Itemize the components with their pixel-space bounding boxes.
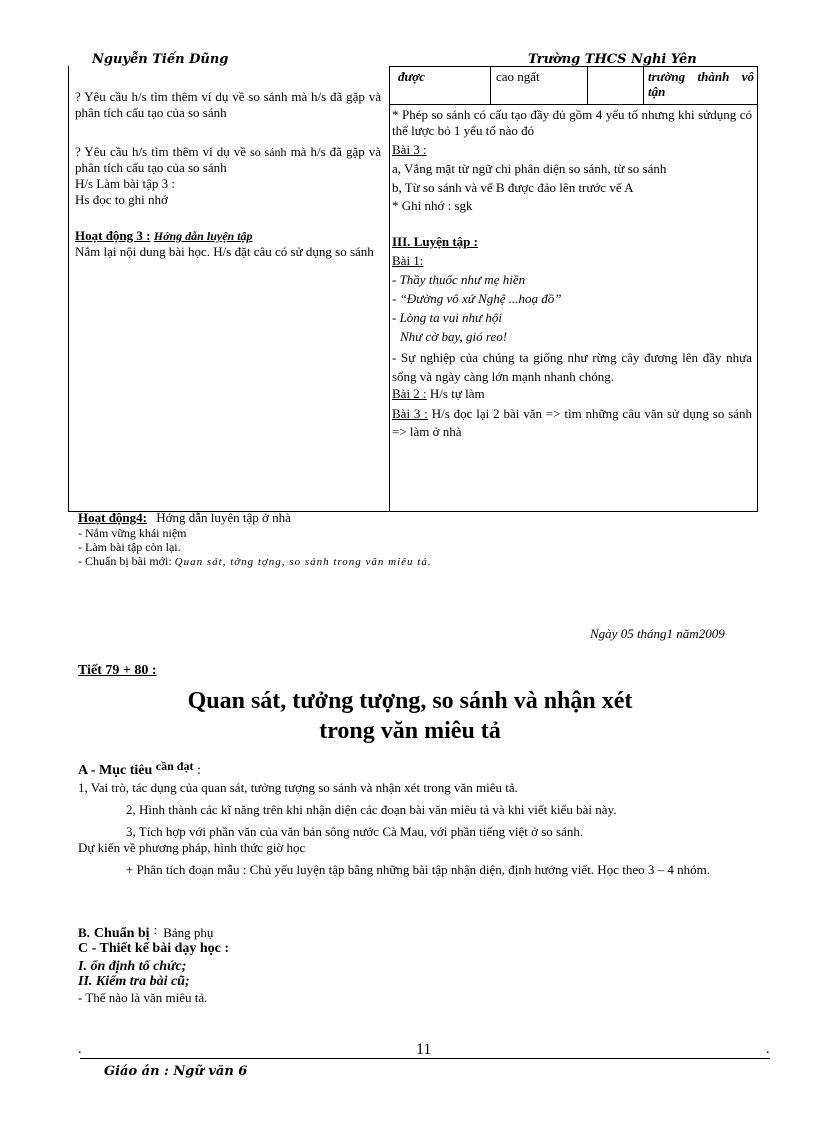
right-column bbox=[392, 107, 752, 441]
section-a-heading-b: cần đạt bbox=[155, 759, 194, 773]
act4-l3 bbox=[78, 554, 778, 569]
table-left-border bbox=[68, 66, 69, 512]
section-b-heading: Chuẩn bị bbox=[93, 926, 150, 941]
act4-l3b: Quan sát, tởng tợng, so sánh trong văn miêu tả. bbox=[174, 556, 432, 568]
section-b-colon: : bbox=[153, 922, 158, 937]
inner-cell-2: cao ngất bbox=[496, 69, 540, 84]
right-r6: III. Luyện tập : bbox=[392, 234, 478, 249]
section-b-value: Bảng phụ bbox=[163, 925, 214, 940]
subsection-2: II. Kiểm tra bài cũ; bbox=[78, 974, 190, 989]
table-right-border bbox=[757, 66, 758, 512]
lesson-number: Tiết 79 + 80 : bbox=[78, 663, 157, 678]
header-school: Trường THCS Nghi Yên bbox=[528, 52, 697, 67]
date-line: Ngày 05 tháng1 năm2009 bbox=[590, 626, 725, 641]
left-p2 bbox=[75, 144, 381, 176]
left-p4: Hs đọc to ghi nhớ bbox=[75, 192, 168, 207]
inner-table-bottom bbox=[389, 104, 757, 105]
act4-l1: - Nắm vững khái niệm bbox=[78, 526, 187, 540]
section-a-i1: 1, Vai trò, tác dụng của quan sát, tưởng tượng so sánh và nhận xét trong văn miêu tả. bbox=[78, 780, 518, 795]
act3-label: Hoạt động 3 : bbox=[75, 228, 151, 243]
section-b bbox=[78, 922, 213, 942]
act4-label: Hoạt động4: bbox=[78, 510, 147, 525]
act4-l2: - Làm bài tập còn lại. bbox=[78, 540, 181, 554]
left-p2c: mà h/s đã gặp và phân tích cấu tạo của so sánh bbox=[75, 144, 382, 175]
left-p1: ? Yêu cầu h/s tìm thêm ví dụ về so sánh mà h/s đã gặp và phân tích cấu tạo của so sánh bbox=[75, 89, 381, 120]
right-r2: Bài 3 : bbox=[392, 142, 427, 157]
subsection-1: I. ổn định tổ chức; bbox=[78, 959, 187, 974]
right-r10: - Lòng ta vui như hội bbox=[392, 310, 503, 325]
right-r12: - Sự nghiệp của chúng ta giống như rừng cây đương lên đầy nhựa sống và ngày càng lớn mạnh nhanh chóng. bbox=[392, 350, 752, 384]
act3-title: Hớng dẫn luyện tập bbox=[153, 229, 253, 243]
header-author: Nguyễn Tiến Dũng bbox=[92, 52, 229, 67]
left-p2b: so sánh bbox=[250, 145, 287, 159]
subsection-3: - Thế nào là văn miêu tả. bbox=[78, 990, 208, 1005]
section-a-heading-a: A - Mục tiêu bbox=[78, 763, 153, 778]
section-a-i2: 2, Hình thành các kĩ năng trên khi nhận diện các đoạn bài văn miêu tả và khi viết kiểu bài này. bbox=[126, 802, 617, 817]
inner-table-div3 bbox=[643, 66, 644, 104]
left-p2a: ? Yêu cầu h/s tìm thêm ví dụ về bbox=[75, 144, 247, 159]
act4-heading bbox=[78, 510, 778, 526]
left-column bbox=[75, 89, 381, 260]
left-act3 bbox=[75, 228, 381, 244]
right-r1: * Phép so sánh có cấu tạo đầy đủ gồm 4 yếu tố nhưng khi sửdụng có thể lược bỏ 1 yếu tố nào đó bbox=[392, 107, 752, 138]
left-p3: H/s Làm bài tập 3 : bbox=[75, 176, 176, 191]
right-r13 bbox=[392, 386, 752, 402]
inner-cell-1: được bbox=[398, 69, 426, 84]
inner-cell-4: trường thành vô tận bbox=[648, 69, 754, 99]
section-a-i4: Dự kiến về phương pháp, hình thức giờ học bbox=[78, 840, 306, 855]
section-a-heading-c: : bbox=[196, 763, 201, 778]
footer-dot-left: . bbox=[78, 1042, 82, 1057]
section-a bbox=[78, 758, 778, 880]
section-b-label: B. bbox=[78, 925, 90, 940]
table-mid-border bbox=[389, 66, 390, 512]
footer-text: Giáo án : Ngữ văn 6 bbox=[104, 1064, 248, 1079]
page-title-line1: Quan sát, tưởng tượng, so sánh và nhận xét bbox=[187, 688, 633, 714]
right-r9: - “Đường vô xứ Nghệ ...hoạ đồ” bbox=[392, 291, 562, 306]
footer-page-number: 11 bbox=[416, 1041, 432, 1058]
left-p5: Nắm lại nội dung bài học. H/s đặt câu có sử dụng so sánh bbox=[75, 244, 374, 259]
section-c: C - Thiết kế bài dạy học : bbox=[78, 941, 230, 956]
inner-table-top bbox=[389, 66, 757, 67]
page-title-line2: trong văn miêu tả bbox=[319, 718, 501, 744]
act4-l3a: - Chuẩn bị bài mới: bbox=[78, 554, 172, 568]
inner-table-div1 bbox=[490, 66, 491, 104]
right-r14 bbox=[392, 405, 752, 441]
bai2-label: Bài 2 : bbox=[392, 386, 427, 401]
activity-4 bbox=[78, 510, 778, 569]
right-r7: Bài 1: bbox=[392, 253, 424, 268]
right-r11: Như cờ bay, gió reo! bbox=[400, 329, 508, 344]
right-r4: b, Từ so sánh và vế B được đảo lên trước vế A bbox=[392, 180, 634, 195]
right-r5: * Ghi nhớ : sgk bbox=[392, 198, 473, 213]
section-a-i5: + Phân tích đoạn mẫu : Chủ yếu luyện tập bằng những bài tập nhận diện, định hướng viết. Học theo 3 – 4 nhóm. bbox=[126, 862, 710, 877]
section-a-i3: 3, Tích hợp với phần văn của văn bản sông nước Cà Mau, với phần tiếng việt ở so sánh. bbox=[126, 824, 584, 839]
section-a-heading bbox=[78, 758, 778, 779]
right-r8: - Thầy thuốc như mẹ hiền bbox=[392, 272, 526, 287]
bai2-text: H/s tự làm bbox=[429, 386, 485, 401]
bai3-label: Bài 3 : bbox=[392, 406, 428, 421]
inner-table-div2 bbox=[587, 66, 588, 104]
right-r3: a, Vắng mặt từ ngữ chỉ phân diện so sánh, từ so sánh bbox=[392, 161, 667, 176]
bai3-text: H/s đọc lại 2 bài văn => tìm những câu văn sử dụng so sánh => làm ở nhà bbox=[392, 406, 752, 439]
act4-title: Hớng dẫn luyện tập ở nhà bbox=[156, 510, 291, 525]
footer-dot-right: . bbox=[766, 1042, 770, 1057]
